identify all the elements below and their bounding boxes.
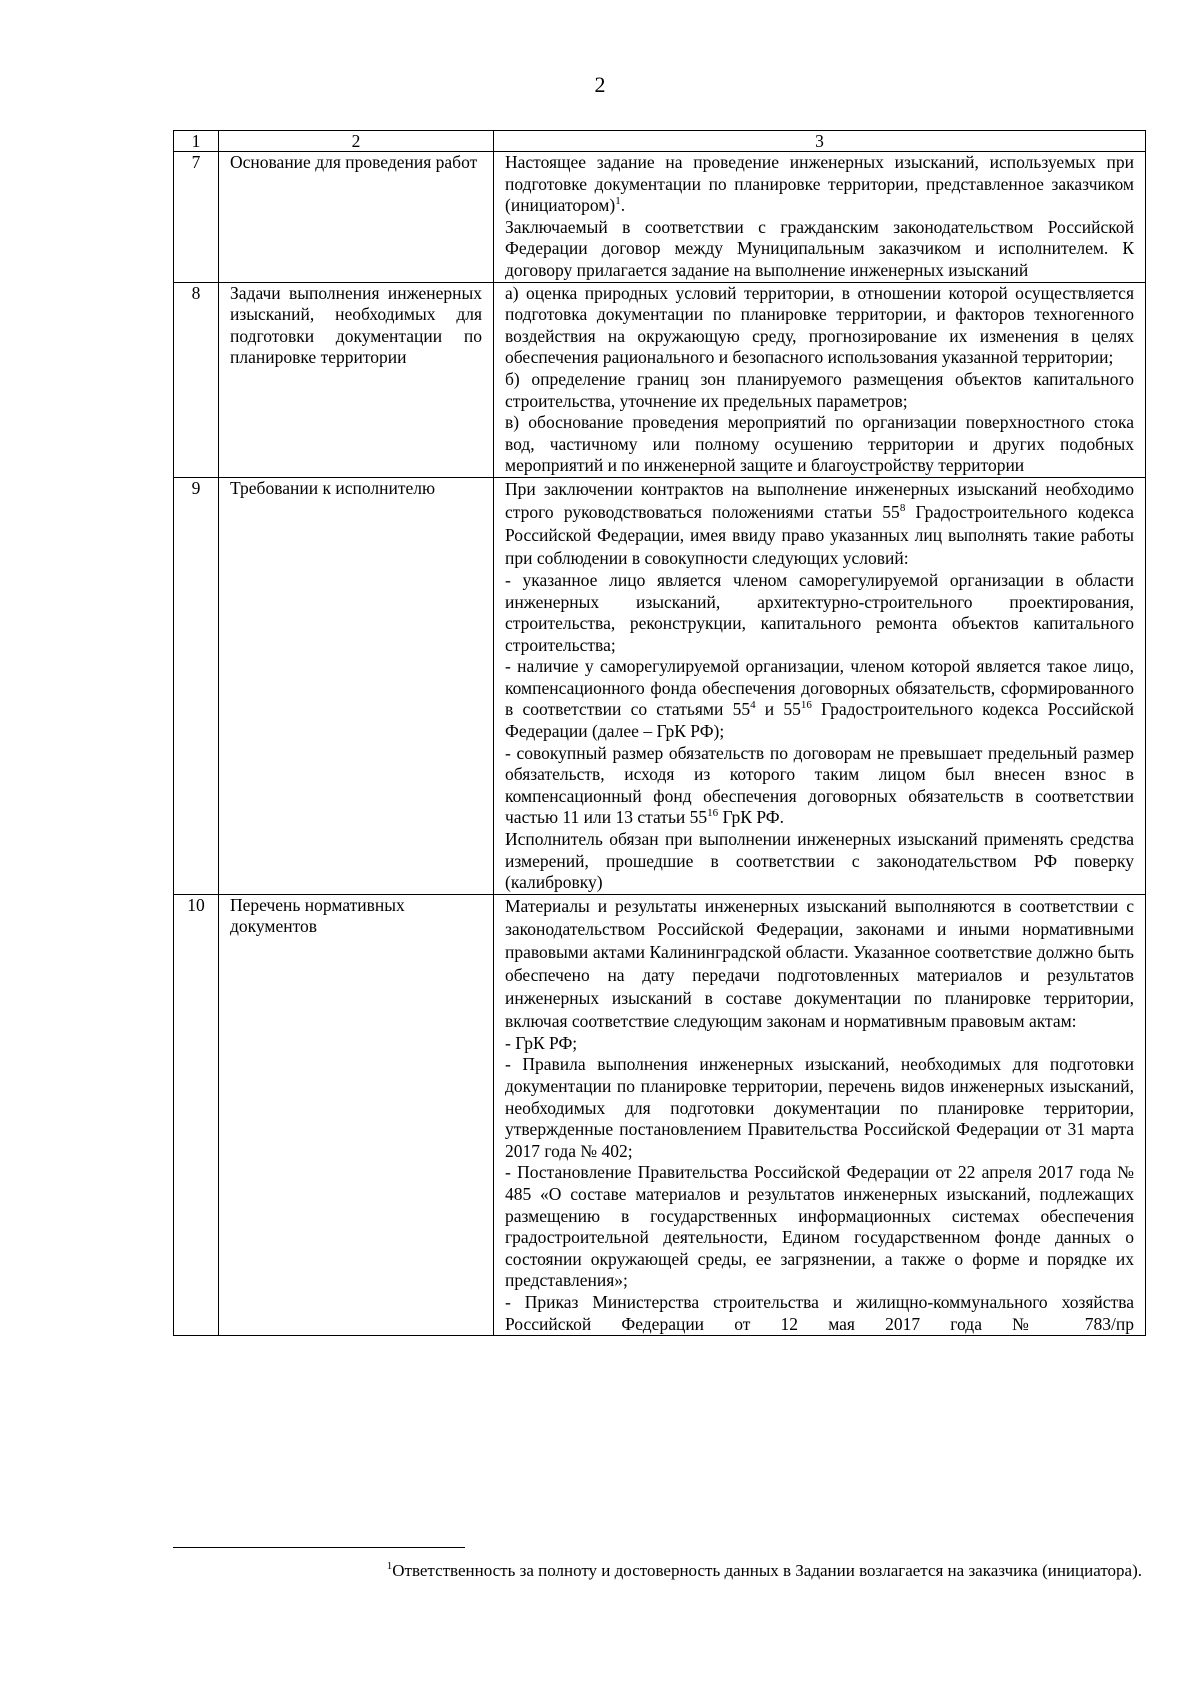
table-header-row	[174, 131, 1146, 152]
superscript: 16	[707, 807, 719, 820]
row-content	[494, 477, 1146, 894]
text-run: Градостроительного кодекса Российской Федерации, имея ввиду право указанных лиц выполнять такие работы при соблюдении в совокупности следующих условий:	[505, 501, 1134, 568]
row-content	[494, 282, 1146, 477]
text-run: и 55	[755, 699, 801, 720]
row-number: 10	[174, 894, 219, 1335]
paragraph: Заключаемый в соответствии с гражданским законодательством Российской Федерации договор между Муниципальным заказчиком и исполнителем. К договору прилагается задание на выполнение инженерных изысканий	[505, 216, 1134, 280]
superscript: 4	[750, 699, 756, 712]
row-content	[494, 152, 1146, 283]
superscript: 16	[800, 699, 812, 712]
header-col-2: 2	[219, 131, 494, 152]
paragraph: - ГрК РФ;	[505, 1032, 578, 1053]
punctuation: .	[620, 195, 626, 216]
footnote-reference: 1	[615, 195, 621, 208]
paragraph: Настоящее задание на проведение инженерных изысканий, используемых при подготовке документации по планировке территории, представленное заказчиком (инициатором)	[505, 152, 1134, 216]
table-row-9	[174, 477, 1146, 894]
footnote-text: Ответственность за полноту и достоверность данных в Задании возлагается на заказчика (инициатора).	[392, 1561, 1142, 1580]
text-run: - совокупный размер обязательств по договорам не превышает предельный размер обязательств, исходя из которого таким лицом был внесен взнос в компенсационный фонд обеспечения договорных обязательств в соответствии частью 11 или 13 статьи 55	[505, 742, 1134, 828]
footnote-separator	[173, 1547, 465, 1548]
footnote-mark: 1	[386, 1560, 393, 1572]
table-row-7	[174, 152, 1146, 283]
row-title: Требовании к исполнителю	[219, 477, 494, 894]
paragraph: Материалы и результаты инженерных изысканий выполняются в соответствии с законодательством Российской Федерации, законами и иными нормативными правовыми актами Калининградской области. Указанное соответствие должно быть обеспечено на дату передачи подготовленных материалов и результатов инженерных изысканий в составе документации по планировке территории, включая соответствие следующим законам и нормативным правовым актам:	[505, 895, 1134, 1031]
text-run: - наличие у саморегулируемой организации, членом которой является такое лицо, компенсационного фонда обеспечения договорных обязательств, сформированного в соответствии со статьями 55	[505, 656, 1134, 720]
requirements-table	[173, 130, 1146, 1336]
row-title: Перечень нормативных документов	[219, 894, 494, 1335]
superscript: 8	[899, 501, 906, 514]
footnote	[0, 1560, 1142, 1581]
paragraph: б) определение границ зон планируемого размещения объектов капитального строительства, уточнение их предельных параметров;	[505, 368, 1134, 411]
row-number: 7	[174, 152, 219, 283]
text-run: ГрК РФ.	[718, 807, 784, 828]
table-row-10	[174, 894, 1146, 1335]
header-col-3: 3	[494, 131, 1146, 152]
row-title: Задачи выполнения инженерных изысканий, необходимых для подготовки документации по планировке территории	[219, 282, 494, 477]
paragraph: - Постановление Правительства Российской Федерации от 22 апреля 2017 года № 485 «О составе материалов и результатов инженерных изысканий, подлежащих размещению в государственных информационных системах обеспечения градостроительной деятельности, Едином государственном фонде данных о состоянии окружающей среды, ее загрязнении, а также о форме и порядке их представления»;	[505, 1162, 1134, 1291]
text-run: Градостроительного кодекса Российской Федерации (далее – ГрК РФ);	[505, 699, 1134, 742]
paragraph: - указанное лицо является членом саморегулируемой организации в области инженерных изысканий, архитектурно-строительного проектирования, строительства, реконструкции, капитального ремонта объектов капитального строительства;	[505, 569, 1134, 655]
paragraph: - Приказ Министерства строительства и жилищно-коммунального хозяйства Российской Федерации от 12 мая 2017 года № 783/пр	[505, 1291, 1134, 1334]
row-title: Основание для проведения работ	[219, 152, 494, 283]
header-col-1: 1	[174, 131, 219, 152]
paragraph: Исполнитель обязан при выполнении инженерных изысканий применять средства измерений, прошедшие в соответствии с законодательством РФ поверку (калибровку)	[505, 829, 1134, 893]
text-run: При заключении контрактов на выполнение инженерных изысканий необходимо строго руководствоваться положениями статьи 55	[505, 478, 1134, 522]
row-number: 9	[174, 477, 219, 894]
paragraph: - Правила выполнения инженерных изысканий, необходимых для подготовки документации по планировке территории, перечень видов инженерных изысканий, необходимых для подготовки документации по планировке территории, утвержденные постановлением Правительства Российской Федерации от 31 марта 2017 года № 402;	[505, 1054, 1134, 1161]
table-row-8	[174, 282, 1146, 477]
paragraph: а) оценка природных условий территории, в отношении которой осуществляется подготовка документации по планировке территории, и факторов техногенного воздействия на окружающую среду, прогнозирование их изменения в целях обеспечения рационального и безопасного использования указанной территории;	[505, 282, 1134, 368]
page-number: 2	[594, 72, 606, 97]
row-number: 8	[174, 282, 219, 477]
paragraph: в) обоснование проведения мероприятий по организации поверхностного стока вод, частичному или полному осушению территории и других подобных мероприятий и по инженерной защите и благоустройству территории	[505, 412, 1134, 476]
row-content	[494, 894, 1146, 1335]
